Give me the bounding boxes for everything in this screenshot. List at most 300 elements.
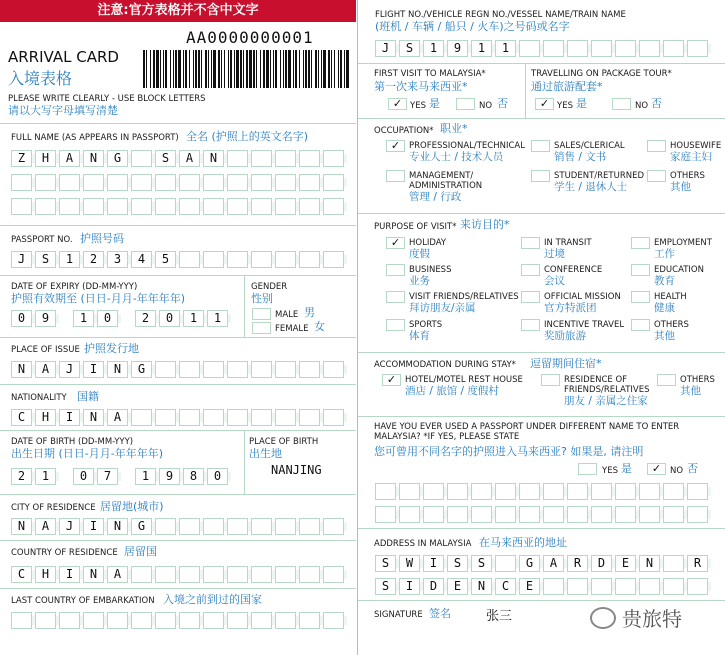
purpose-option-checkbox[interactable] <box>521 237 540 249</box>
char-box[interactable]: A <box>107 409 128 426</box>
char-box[interactable]: 0 <box>97 310 118 327</box>
barcode-bar <box>280 50 281 88</box>
barcode-bar <box>156 50 159 88</box>
char-box[interactable] <box>543 578 564 595</box>
purpose-option-label-zh: 官方特派团 <box>544 302 597 314</box>
purpose-option-label: BUSINESS <box>409 265 452 275</box>
char-box[interactable]: S <box>375 555 396 572</box>
char-box[interactable] <box>107 174 128 191</box>
char-box[interactable] <box>203 612 224 629</box>
package-tour-yes-checkbox[interactable]: ✓ <box>535 98 554 110</box>
occupation-option-label: PROFESSIONAL/TECHNICAL <box>409 141 525 151</box>
char-box[interactable] <box>447 483 468 500</box>
char-box[interactable]: A <box>35 361 56 378</box>
char-box[interactable]: 4 <box>131 251 152 268</box>
accommodation-option-checkbox[interactable] <box>541 374 560 386</box>
char-box[interactable] <box>543 483 564 500</box>
char-box[interactable] <box>375 483 396 500</box>
address-label: ADDRESS IN MALAYSIA <box>374 539 472 549</box>
char-box[interactable] <box>155 409 176 426</box>
char-box[interactable] <box>227 566 248 583</box>
char-box[interactable]: S <box>399 40 420 57</box>
char-box[interactable]: I <box>59 409 80 426</box>
package-tour-label-zh: 通过旅游配套* <box>531 80 603 93</box>
char-box[interactable] <box>203 174 224 191</box>
package-tour-no-checkbox[interactable] <box>612 98 631 110</box>
char-box[interactable]: 1 <box>135 468 156 485</box>
char-box[interactable] <box>179 409 200 426</box>
male-checkbox[interactable] <box>252 308 271 320</box>
char-box[interactable] <box>251 174 272 191</box>
char-box[interactable] <box>399 506 420 523</box>
char-box[interactable] <box>323 251 344 268</box>
char-box[interactable]: H <box>35 150 56 167</box>
char-box[interactable] <box>639 506 660 523</box>
barcode-bar <box>185 50 187 88</box>
char-box[interactable] <box>591 483 612 500</box>
char-box[interactable]: 9 <box>35 310 56 327</box>
char-box[interactable] <box>83 198 104 215</box>
char-box[interactable]: 0 <box>159 310 180 327</box>
char-box[interactable] <box>227 150 248 167</box>
char-box[interactable] <box>567 578 588 595</box>
purpose-option-label-zh: 业务 <box>409 275 430 287</box>
char-box[interactable] <box>83 612 104 629</box>
barcode-bar <box>183 50 184 88</box>
purpose-option-label-zh: 过境 <box>544 248 565 260</box>
female-checkbox[interactable] <box>252 322 271 334</box>
char-box[interactable]: G <box>131 518 152 535</box>
purpose-option-label-zh: 教育 <box>654 275 675 287</box>
card-number: AA0000000001 <box>186 28 314 47</box>
char-box[interactable]: N <box>471 578 492 595</box>
instructions-zh: 请以大写字母填写清楚 <box>8 104 118 117</box>
char-box[interactable]: 2 <box>83 251 104 268</box>
char-box[interactable] <box>203 361 224 378</box>
char-box[interactable] <box>663 555 684 572</box>
barcode-bar <box>230 50 232 88</box>
char-box[interactable]: 5 <box>155 251 176 268</box>
char-box[interactable] <box>447 506 468 523</box>
char-box[interactable] <box>203 251 224 268</box>
char-box[interactable]: S <box>375 578 396 595</box>
char-box[interactable]: G <box>519 555 540 572</box>
char-box[interactable]: 8 <box>183 468 204 485</box>
char-box[interactable]: S <box>35 251 56 268</box>
char-box[interactable] <box>227 518 248 535</box>
char-box[interactable] <box>275 612 296 629</box>
purpose-option-checkbox[interactable] <box>631 237 650 249</box>
char-box[interactable] <box>543 506 564 523</box>
char-box[interactable] <box>203 198 224 215</box>
char-box[interactable] <box>131 150 152 167</box>
char-box[interactable] <box>519 483 540 500</box>
char-box[interactable] <box>299 518 320 535</box>
char-box[interactable] <box>131 566 152 583</box>
different-name-no-label-zh: 否 <box>687 462 698 475</box>
char-box[interactable] <box>299 251 320 268</box>
char-box[interactable] <box>227 251 248 268</box>
char-box[interactable] <box>35 198 56 215</box>
barcode-bar <box>201 50 202 88</box>
char-box[interactable] <box>155 518 176 535</box>
char-box[interactable]: 2 <box>135 310 156 327</box>
char-box[interactable]: 0 <box>73 468 94 485</box>
char-box[interactable] <box>299 150 320 167</box>
purpose-option-checkbox[interactable]: ✓ <box>386 237 405 249</box>
char-box[interactable] <box>59 612 80 629</box>
char-box[interactable] <box>591 506 612 523</box>
char-box[interactable] <box>423 483 444 500</box>
purpose-option-checkbox[interactable] <box>386 291 405 303</box>
char-box[interactable] <box>591 40 612 57</box>
barcode-bar <box>150 50 151 88</box>
char-box[interactable] <box>275 518 296 535</box>
char-box[interactable] <box>275 251 296 268</box>
char-box[interactable] <box>179 566 200 583</box>
char-box[interactable] <box>275 174 296 191</box>
char-box[interactable]: Z <box>11 150 32 167</box>
barcode-bar <box>338 50 339 88</box>
char-box[interactable]: G <box>107 150 128 167</box>
first-visit-yes-checkbox[interactable]: ✓ <box>388 98 407 110</box>
char-box[interactable]: A <box>179 150 200 167</box>
purpose-option-label-zh: 奖励旅游 <box>544 330 586 342</box>
char-box[interactable] <box>83 174 104 191</box>
barcode-bar <box>323 50 326 88</box>
char-box[interactable]: D <box>591 555 612 572</box>
char-box[interactable]: 1 <box>73 310 94 327</box>
char-box[interactable] <box>323 361 344 378</box>
char-box[interactable] <box>251 566 272 583</box>
accommodation-option-label: RESIDENCE OF FRIENDS/RELATIVES <box>564 375 650 395</box>
char-box[interactable] <box>11 198 32 215</box>
char-box[interactable]: 0 <box>11 310 32 327</box>
char-box[interactable] <box>639 483 660 500</box>
char-box[interactable] <box>299 566 320 583</box>
purpose-option-label: HOLIDAY <box>409 238 447 248</box>
char-box[interactable]: N <box>639 555 660 572</box>
char-box[interactable]: 0 <box>207 468 228 485</box>
barcode-bar <box>253 50 255 88</box>
char-box[interactable] <box>227 409 248 426</box>
char-box[interactable]: D <box>423 578 444 595</box>
char-box[interactable]: 3 <box>107 251 128 268</box>
char-box[interactable] <box>687 578 708 595</box>
char-box[interactable] <box>11 174 32 191</box>
char-box[interactable] <box>615 506 636 523</box>
char-box[interactable] <box>179 198 200 215</box>
char-box[interactable] <box>663 506 684 523</box>
barcode-bar <box>218 50 220 88</box>
char-box[interactable]: A <box>543 555 564 572</box>
char-box[interactable]: R <box>567 555 588 572</box>
first-visit-no-checkbox[interactable] <box>456 98 475 110</box>
char-box[interactable] <box>59 174 80 191</box>
char-box[interactable] <box>107 612 128 629</box>
char-box[interactable]: H <box>35 409 56 426</box>
purpose-option-checkbox[interactable] <box>631 264 650 276</box>
char-box[interactable] <box>323 518 344 535</box>
char-box[interactable] <box>567 40 588 57</box>
char-box[interactable]: J <box>375 40 396 57</box>
char-box[interactable] <box>251 409 272 426</box>
char-box[interactable]: I <box>399 578 420 595</box>
barcode-bar <box>195 50 197 88</box>
title-zh: 入境表格 <box>8 69 73 88</box>
char-box[interactable]: N <box>83 409 104 426</box>
purpose-option-checkbox[interactable] <box>631 291 650 303</box>
char-box[interactable]: I <box>83 518 104 535</box>
char-box[interactable] <box>179 251 200 268</box>
char-box[interactable]: S <box>155 150 176 167</box>
char-box[interactable] <box>275 361 296 378</box>
char-box[interactable] <box>299 174 320 191</box>
char-box[interactable]: A <box>107 566 128 583</box>
expiry-label: DATE OF EXPIRY (DD-MM-YYY) <box>11 282 138 292</box>
purpose-option-checkbox[interactable] <box>386 264 405 276</box>
char-box[interactable] <box>203 518 224 535</box>
barcode-bar <box>170 50 171 88</box>
wechat-icon <box>590 607 616 629</box>
occupation-option-label: SALES/CLERICAL <box>554 141 625 151</box>
char-box[interactable]: I <box>423 555 444 572</box>
char-box[interactable] <box>275 409 296 426</box>
char-box[interactable]: N <box>107 518 128 535</box>
char-box[interactable] <box>275 198 296 215</box>
char-box[interactable] <box>567 506 588 523</box>
char-box[interactable]: 1 <box>207 310 228 327</box>
char-box[interactable]: N <box>203 150 224 167</box>
char-box[interactable]: 1 <box>495 40 516 57</box>
char-box[interactable]: A <box>35 518 56 535</box>
char-box[interactable] <box>251 518 272 535</box>
accommodation-option-checkbox[interactable]: ✓ <box>382 374 401 386</box>
char-box[interactable]: J <box>59 518 80 535</box>
char-box[interactable] <box>179 612 200 629</box>
char-box[interactable] <box>375 506 396 523</box>
char-box[interactable] <box>299 361 320 378</box>
char-box[interactable] <box>155 361 176 378</box>
char-box[interactable]: N <box>11 518 32 535</box>
char-box[interactable] <box>639 578 660 595</box>
char-box[interactable] <box>131 198 152 215</box>
char-box[interactable] <box>299 198 320 215</box>
char-box[interactable] <box>179 361 200 378</box>
char-box[interactable]: 1 <box>423 40 444 57</box>
purpose-option-label: CONFERENCE <box>544 265 603 275</box>
char-box[interactable] <box>495 483 516 500</box>
char-box[interactable] <box>251 251 272 268</box>
package-tour-yes-label: YES <box>557 101 573 111</box>
char-box[interactable] <box>495 555 516 572</box>
barcode-bar <box>189 50 190 88</box>
char-box[interactable] <box>251 198 272 215</box>
char-box[interactable] <box>227 361 248 378</box>
char-box[interactable] <box>663 483 684 500</box>
place-of-birth-value[interactable]: NANJING <box>271 463 322 477</box>
char-box[interactable]: N <box>11 361 32 378</box>
occupation-option-label-zh: 学生 / 退休人士 <box>554 181 628 193</box>
occupation-option-checkbox[interactable] <box>531 140 550 152</box>
flight-label: FLIGHT NO./VEHICLE REGN NO./VESSEL NAME/TRAIN NAME <box>375 10 626 20</box>
char-box[interactable] <box>615 40 636 57</box>
char-box[interactable] <box>399 483 420 500</box>
char-box[interactable]: N <box>83 566 104 583</box>
package-tour-no-label-zh: 否 <box>651 97 662 110</box>
flight-label-zh: (班机 / 车辆 / 船只 / 火车)之号码或名字 <box>375 20 570 33</box>
accommodation-option-checkbox[interactable] <box>657 374 676 386</box>
char-box[interactable] <box>251 612 272 629</box>
char-box[interactable]: S <box>447 555 468 572</box>
char-box[interactable] <box>131 174 152 191</box>
char-box[interactable]: 1 <box>183 310 204 327</box>
char-box[interactable] <box>591 578 612 595</box>
country-label: COUNTRY OF RESIDENCE <box>11 548 118 558</box>
occupation-option-checkbox[interactable] <box>386 170 405 182</box>
signature-value[interactable]: 张三 <box>486 609 513 624</box>
char-box[interactable] <box>155 566 176 583</box>
char-box[interactable] <box>155 174 176 191</box>
barcode-bar <box>340 50 342 88</box>
char-box[interactable] <box>35 174 56 191</box>
char-box[interactable] <box>131 612 152 629</box>
char-box[interactable]: N <box>107 361 128 378</box>
char-box[interactable]: 1 <box>35 468 56 485</box>
char-box[interactable]: G <box>131 361 152 378</box>
char-box[interactable]: H <box>35 566 56 583</box>
char-box[interactable] <box>59 198 80 215</box>
char-box[interactable] <box>203 566 224 583</box>
package-tour-no-label: NO <box>635 101 649 111</box>
purpose-option-label: EDUCATION <box>654 265 704 275</box>
char-box[interactable] <box>543 40 564 57</box>
char-box[interactable] <box>471 506 492 523</box>
char-box[interactable] <box>131 409 152 426</box>
char-box[interactable]: C <box>495 578 516 595</box>
occupation-option-checkbox[interactable] <box>531 170 550 182</box>
barcode-bar <box>283 50 284 88</box>
barcode-bar <box>293 50 294 88</box>
occupation-option-checkbox[interactable] <box>647 170 666 182</box>
char-box[interactable] <box>663 578 684 595</box>
char-box[interactable]: 1 <box>471 40 492 57</box>
barcode-bar <box>270 50 271 88</box>
char-box[interactable]: 7 <box>97 468 118 485</box>
passport-no-label: PASSPORT NO. <box>11 235 73 245</box>
purpose-option-label-zh: 拜访朋友/亲属 <box>409 302 476 314</box>
char-box[interactable]: E <box>447 578 468 595</box>
char-box[interactable] <box>323 409 344 426</box>
occupation-option-checkbox[interactable]: ✓ <box>386 140 405 152</box>
barcode-bar <box>334 50 335 88</box>
char-box[interactable] <box>107 198 128 215</box>
char-box[interactable] <box>519 506 540 523</box>
purpose-option-checkbox[interactable] <box>521 319 540 331</box>
char-box[interactable] <box>299 612 320 629</box>
char-box[interactable]: I <box>59 566 80 583</box>
char-box[interactable] <box>275 566 296 583</box>
char-box[interactable]: E <box>615 555 636 572</box>
char-box[interactable] <box>35 612 56 629</box>
different-name-yes-checkbox[interactable] <box>578 463 597 475</box>
char-box[interactable] <box>275 150 296 167</box>
char-box[interactable] <box>323 174 344 191</box>
char-box[interactable] <box>323 612 344 629</box>
char-box[interactable] <box>227 198 248 215</box>
char-box[interactable] <box>227 174 248 191</box>
barcode-bar <box>224 50 225 88</box>
char-box[interactable]: 9 <box>159 468 180 485</box>
char-box[interactable] <box>567 483 588 500</box>
char-box[interactable] <box>323 566 344 583</box>
char-box[interactable] <box>495 506 516 523</box>
char-box[interactable] <box>423 506 444 523</box>
different-name-no-checkbox[interactable]: ✓ <box>647 463 666 475</box>
purpose-option-checkbox[interactable] <box>521 264 540 276</box>
char-box[interactable] <box>687 483 708 500</box>
char-box[interactable] <box>323 198 344 215</box>
char-box[interactable]: C <box>11 566 32 583</box>
barcode-bar <box>295 50 297 88</box>
male-label-zh: 男 <box>304 306 315 319</box>
char-box[interactable]: 2 <box>11 468 32 485</box>
char-box[interactable] <box>687 40 708 57</box>
char-box[interactable] <box>323 150 344 167</box>
char-box[interactable]: 9 <box>447 40 468 57</box>
char-box[interactable]: A <box>59 150 80 167</box>
purpose-option-checkbox[interactable] <box>386 319 405 331</box>
char-box[interactable]: 1 <box>59 251 80 268</box>
char-box[interactable] <box>155 612 176 629</box>
full-name-label-zh: 全名 (护照上的英文名字) <box>186 130 309 143</box>
char-box[interactable] <box>227 612 248 629</box>
signature-label: SIGNATURE <box>374 610 423 620</box>
char-box[interactable] <box>471 483 492 500</box>
char-box[interactable]: E <box>519 578 540 595</box>
char-box[interactable] <box>155 198 176 215</box>
char-box[interactable]: N <box>83 150 104 167</box>
char-box[interactable]: R <box>687 555 708 572</box>
char-box[interactable]: C <box>11 409 32 426</box>
char-box[interactable] <box>299 409 320 426</box>
char-box[interactable] <box>519 40 540 57</box>
char-box[interactable]: I <box>83 361 104 378</box>
purpose-option-label-zh: 会议 <box>544 275 565 287</box>
char-box[interactable] <box>639 40 660 57</box>
purpose-option-checkbox[interactable] <box>521 291 540 303</box>
char-box[interactable] <box>179 518 200 535</box>
purpose-option-checkbox[interactable] <box>631 319 650 331</box>
char-box[interactable] <box>615 483 636 500</box>
char-box[interactable] <box>203 409 224 426</box>
package-tour-label: TRAVELLING ON PACKAGE TOUR* <box>531 69 672 79</box>
char-box[interactable] <box>251 361 272 378</box>
char-box[interactable] <box>615 578 636 595</box>
char-box[interactable] <box>179 174 200 191</box>
char-box[interactable] <box>687 506 708 523</box>
char-box[interactable]: J <box>11 251 32 268</box>
char-box[interactable] <box>11 612 32 629</box>
char-box[interactable]: W <box>399 555 420 572</box>
full-name-label: FULL NAME (AS APPEARS IN PASSPORT) <box>11 133 179 143</box>
occupation-option-checkbox[interactable] <box>647 140 666 152</box>
char-box[interactable]: S <box>471 555 492 572</box>
watermark <box>590 603 682 632</box>
char-box[interactable]: J <box>59 361 80 378</box>
char-box[interactable] <box>663 40 684 57</box>
char-box[interactable] <box>251 150 272 167</box>
